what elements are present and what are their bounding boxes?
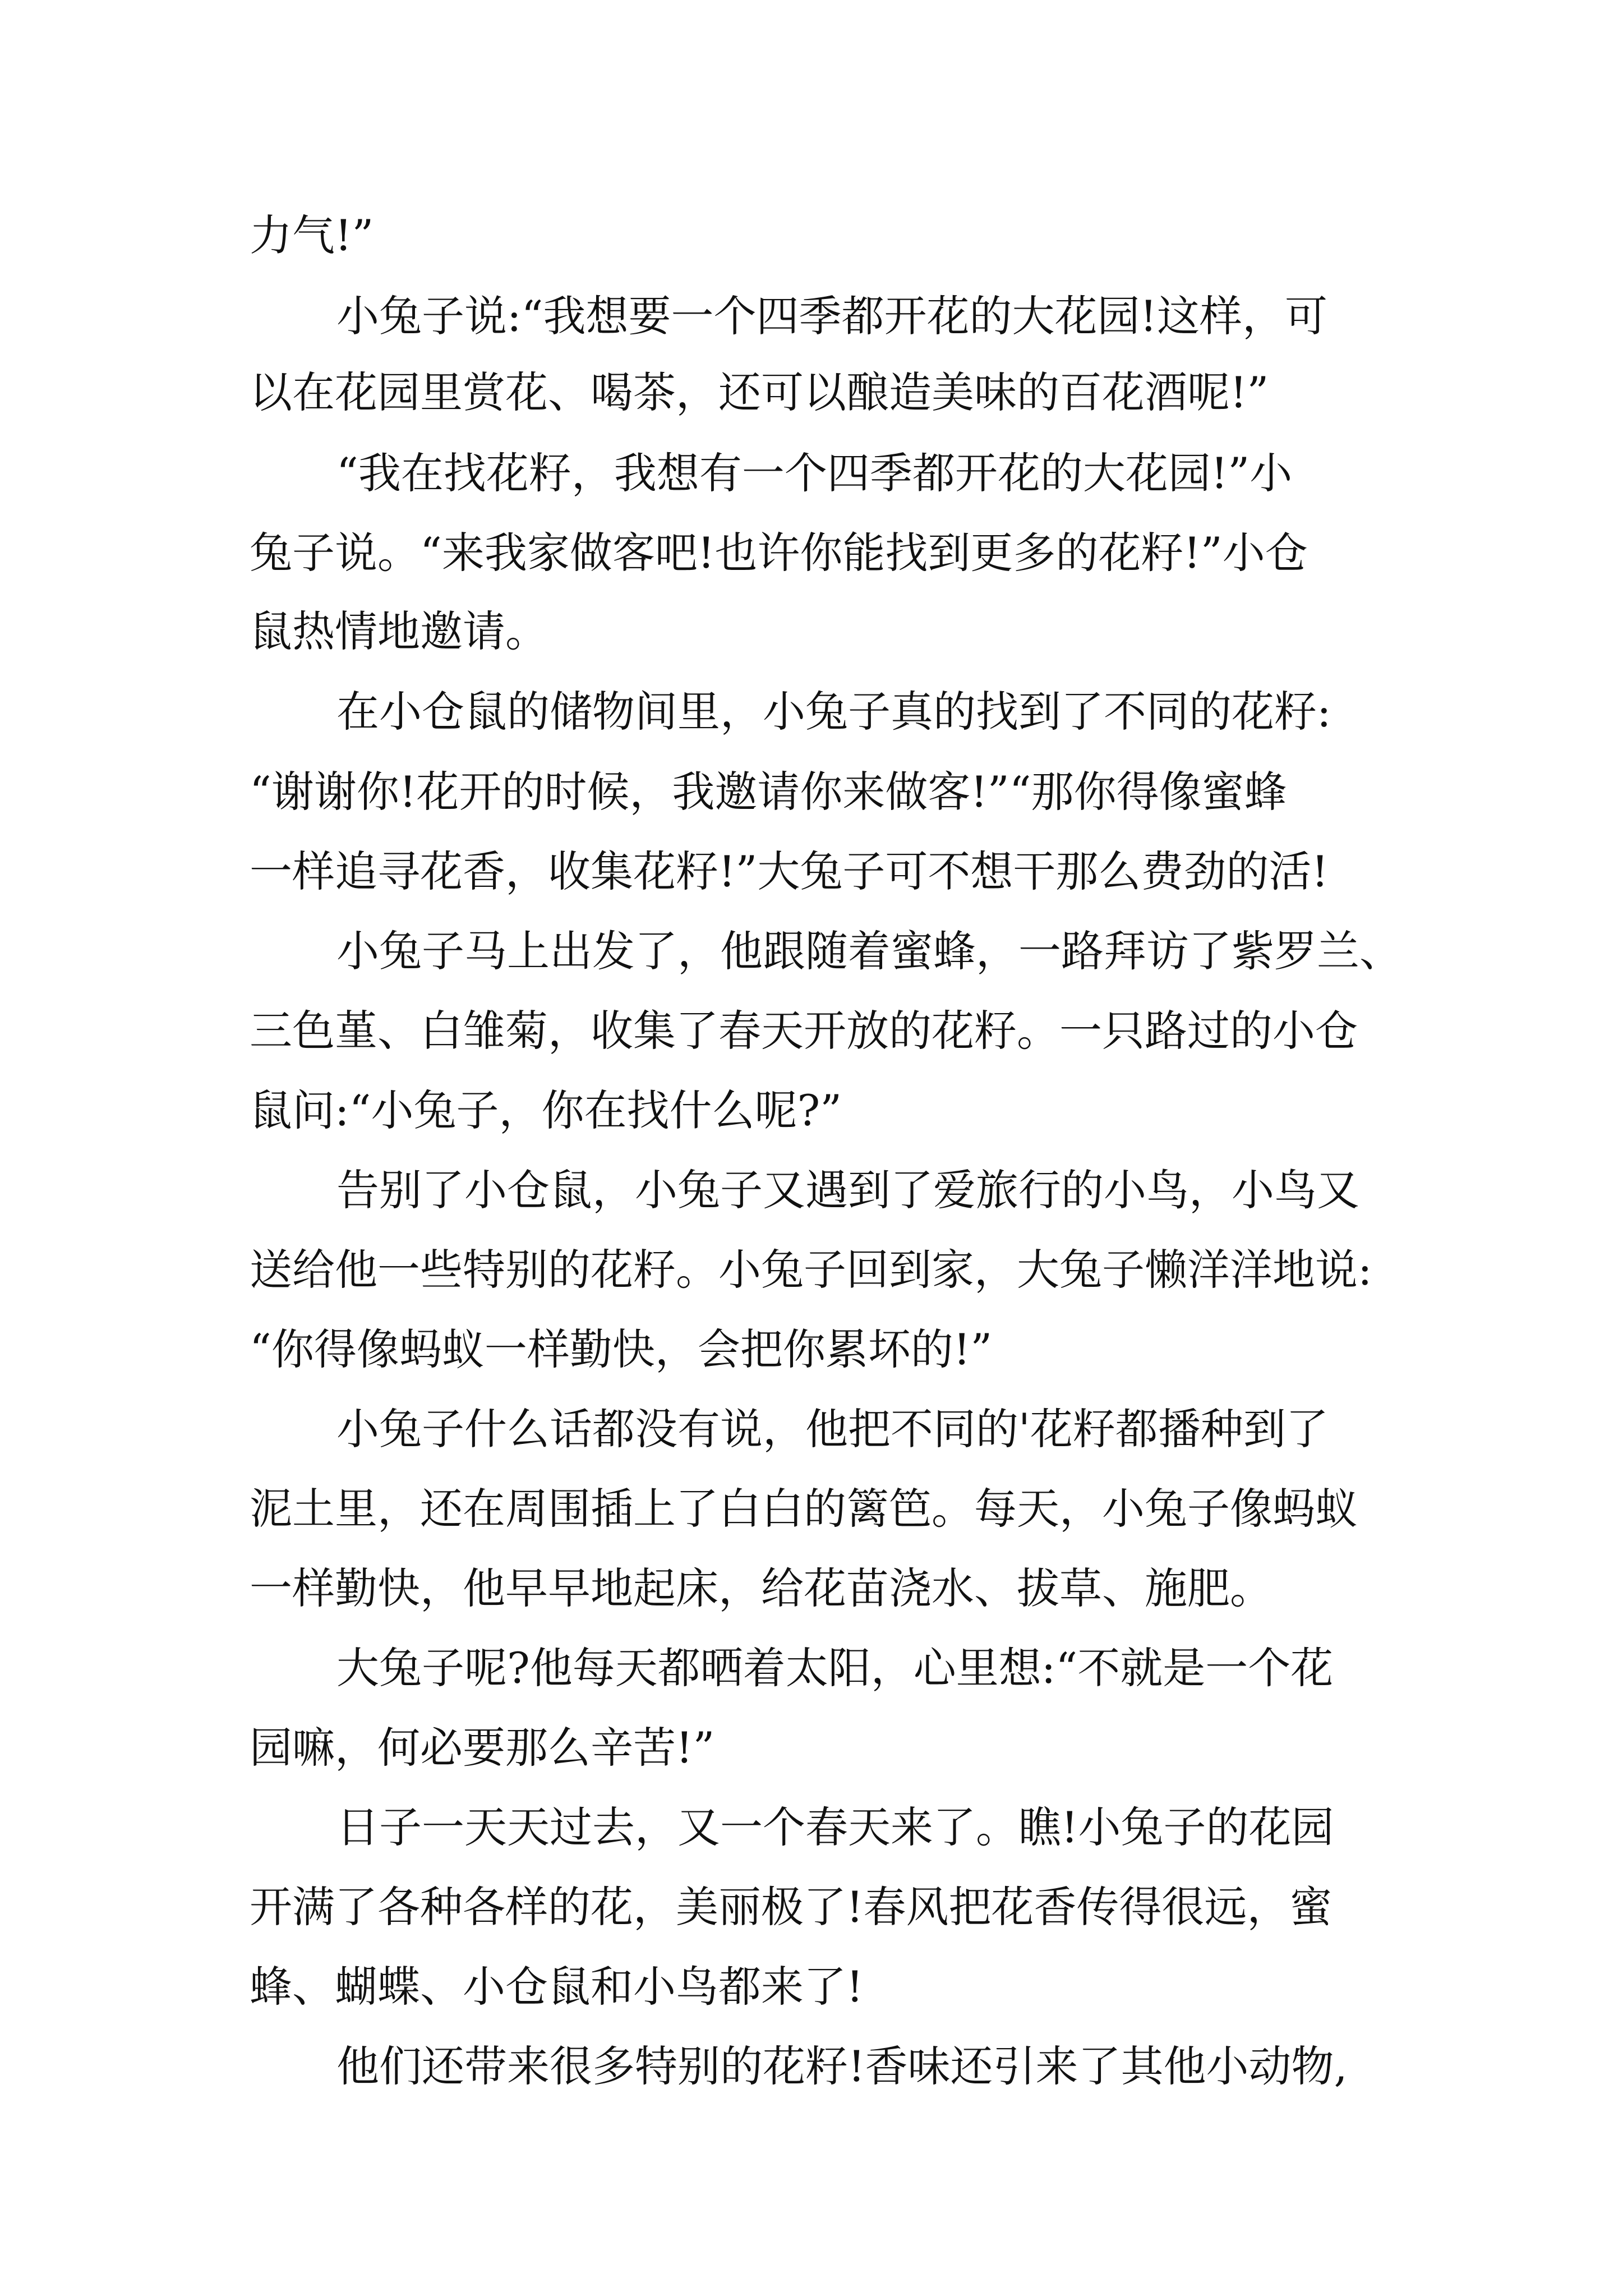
text-line: 蜂、蝴蝶、小仓鼠和小鸟都来了! <box>250 1962 864 2012</box>
text-line: “你得像蚂蚁一样勤快，会把你累坏的!” <box>250 1324 993 1374</box>
text-line: “谢谢你!花开的时候，我邀请你来做客!”“那你得像蜜蜂 <box>250 767 1287 817</box>
text-line: 鼠问:“小兔子，你在找什么呢?” <box>250 1085 842 1135</box>
text-line: 日子一天天过去，又一个春天来了。瞧!小兔子的花园 <box>336 1802 1334 1852</box>
text-line: 送给他一些特别的花籽。小兔子回到家，大兔子懒洋洋地说: <box>250 1245 1372 1295</box>
text-line: 小兔子什么话都没有说，他把不同的'花籽都播种到了 <box>336 1404 1329 1454</box>
text-line: 开满了各种各样的花，美丽极了!春风把花香传得很远，蜜 <box>250 1882 1332 1932</box>
text-line: 兔子说。“来我家做客吧!也许你能找到更多的花籽!”小仓 <box>250 528 1308 578</box>
text-line: “我在找花籽，我想有一个四季都开花的大花园!”小 <box>336 448 1293 498</box>
text-line: 三色堇、白雏菊，收集了春天开放的花籽。一只路过的小仓 <box>250 1006 1358 1056</box>
text-line: 小兔子马上出发了，他跟随着蜜蜂，一路拜访了紫罗兰、 <box>336 926 1402 976</box>
text-line: 一样追寻花香，收集花籽!”大兔子可不想干那么费劲的活! <box>250 846 1329 896</box>
text-line: 鼠热情地邀请。 <box>250 606 548 656</box>
text-line: 泥土里，还在周围插上了白白的篱笆。每天，小兔子像蚂蚁 <box>250 1484 1358 1534</box>
text-line: 一样勤快，他早早地起床，给花苗浇水、拔草、施肥。 <box>250 1563 1272 1613</box>
text-line: 小兔子说:“我想要一个四季都开花的大花园!这样，可 <box>336 291 1327 341</box>
text-line: 告别了小仓鼠，小兔子又遇到了爱旅行的小鸟，小鸟又 <box>336 1165 1359 1215</box>
text-line: 在小仓鼠的储物间里，小兔子真的找到了不同的花籽: <box>336 687 1331 737</box>
text-line: 他们还带来很多特别的花籽!香味还引来了其他小动物, <box>336 2041 1348 2091</box>
text-line: 园嘛，何必要那么辛苦!” <box>250 1723 715 1773</box>
text-line: 力气!” <box>250 210 374 260</box>
text-line: 以在花园里赏花、喝茶，还可以酿造美味的百花酒呢!” <box>250 367 1269 417</box>
text-line: 大兔子呢?他每天都晒着太阳，心里想:“不就是一个花 <box>336 1643 1334 1693</box>
